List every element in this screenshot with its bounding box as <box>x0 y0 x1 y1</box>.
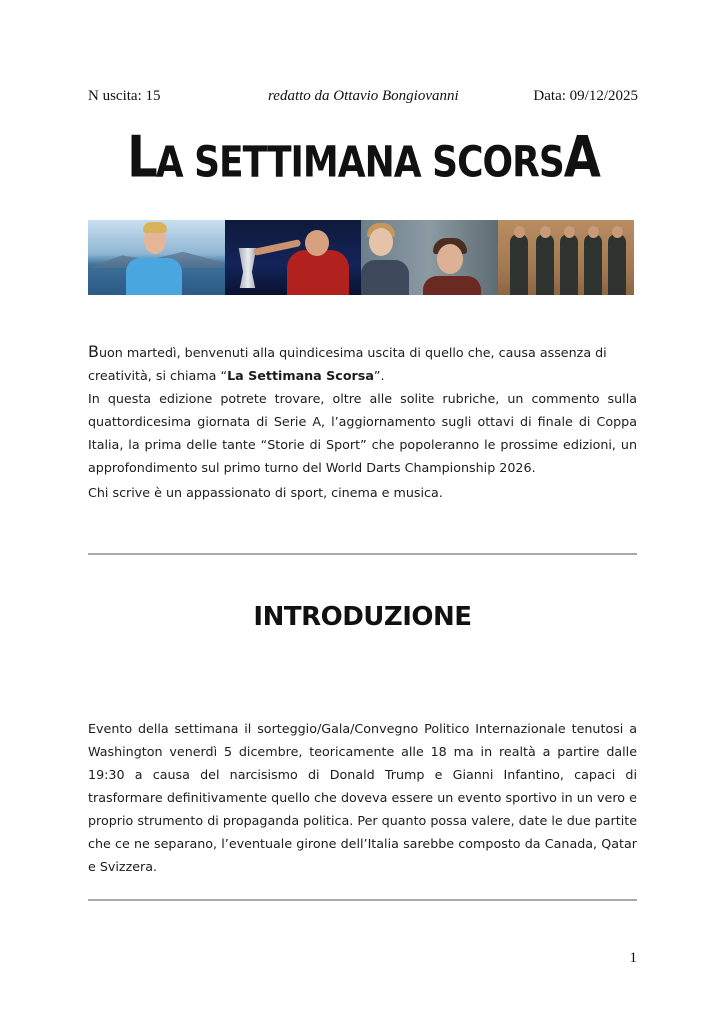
photo-soldiers <box>498 220 635 295</box>
masthead-final: A <box>563 124 599 191</box>
drop-cap: B <box>88 342 99 361</box>
photo-footballer <box>88 220 225 295</box>
issue-number: N uscita: 15 <box>88 88 161 104</box>
section-title: INTRODUZIONE <box>253 602 472 632</box>
newsletter-masthead <box>88 122 638 199</box>
photo-darts-player <box>225 220 362 295</box>
masthead-initial: L <box>127 124 156 191</box>
header-photo-strip <box>88 220 634 295</box>
intro-paragraph-contents: In questa edizione potrete trovare, oltre alle solite rubriche, un commento sulla quattordicesima giornata di Serie A, l’aggiornamento sugli ottavi di finale di Coppa Italia, la prima delle tante “Storie di Sport” che popoleranno le prossime edizioni, un approfondimento sul primo turno del World Darts Championship 2026. <box>88 391 637 475</box>
author-credit: redatto da Ottavio Bongiovanni <box>268 88 459 104</box>
intro-paragraph-welcome: Buon martedì, benvenuti alla quindicesima uscita di quello che, causa assenza di creatività, si chiama “La Settimana Scorsa”. <box>88 342 607 383</box>
section-divider-bottom <box>88 899 637 901</box>
masthead-middle: A SETTIMANA SCORS <box>155 138 564 187</box>
newsletter-name: La Settimana Scorsa <box>227 368 374 383</box>
issue-date: Data: 09/12/2025 <box>533 88 638 104</box>
photo-two-men <box>361 220 498 295</box>
section-paragraph: Evento della settimana il sorteggio/Gala/Convegno Politico Internazionale tenutosi a Washington venerdì 5 dicembre, teoricamente alle 18 ma in realtà a partire dalle 19:30 a causa del narcisismo di Donald Trump e Gianni Infantino, capaci di trasformare definitivamente quello che doveva essere un evento sportivo in un vero e proprio strumento di propaganda politica. Per quanto possa valere, date le due partite che ce ne separano, l’eventuale girone dell’Italia sarebbe composto da Canada, Qatar e Svizzera. <box>88 721 637 874</box>
section-divider <box>88 553 637 555</box>
page-number: 1 <box>629 950 637 966</box>
intro-paragraph-author: Chi scrive è un appassionato di sport, cinema e musica. <box>88 485 443 500</box>
